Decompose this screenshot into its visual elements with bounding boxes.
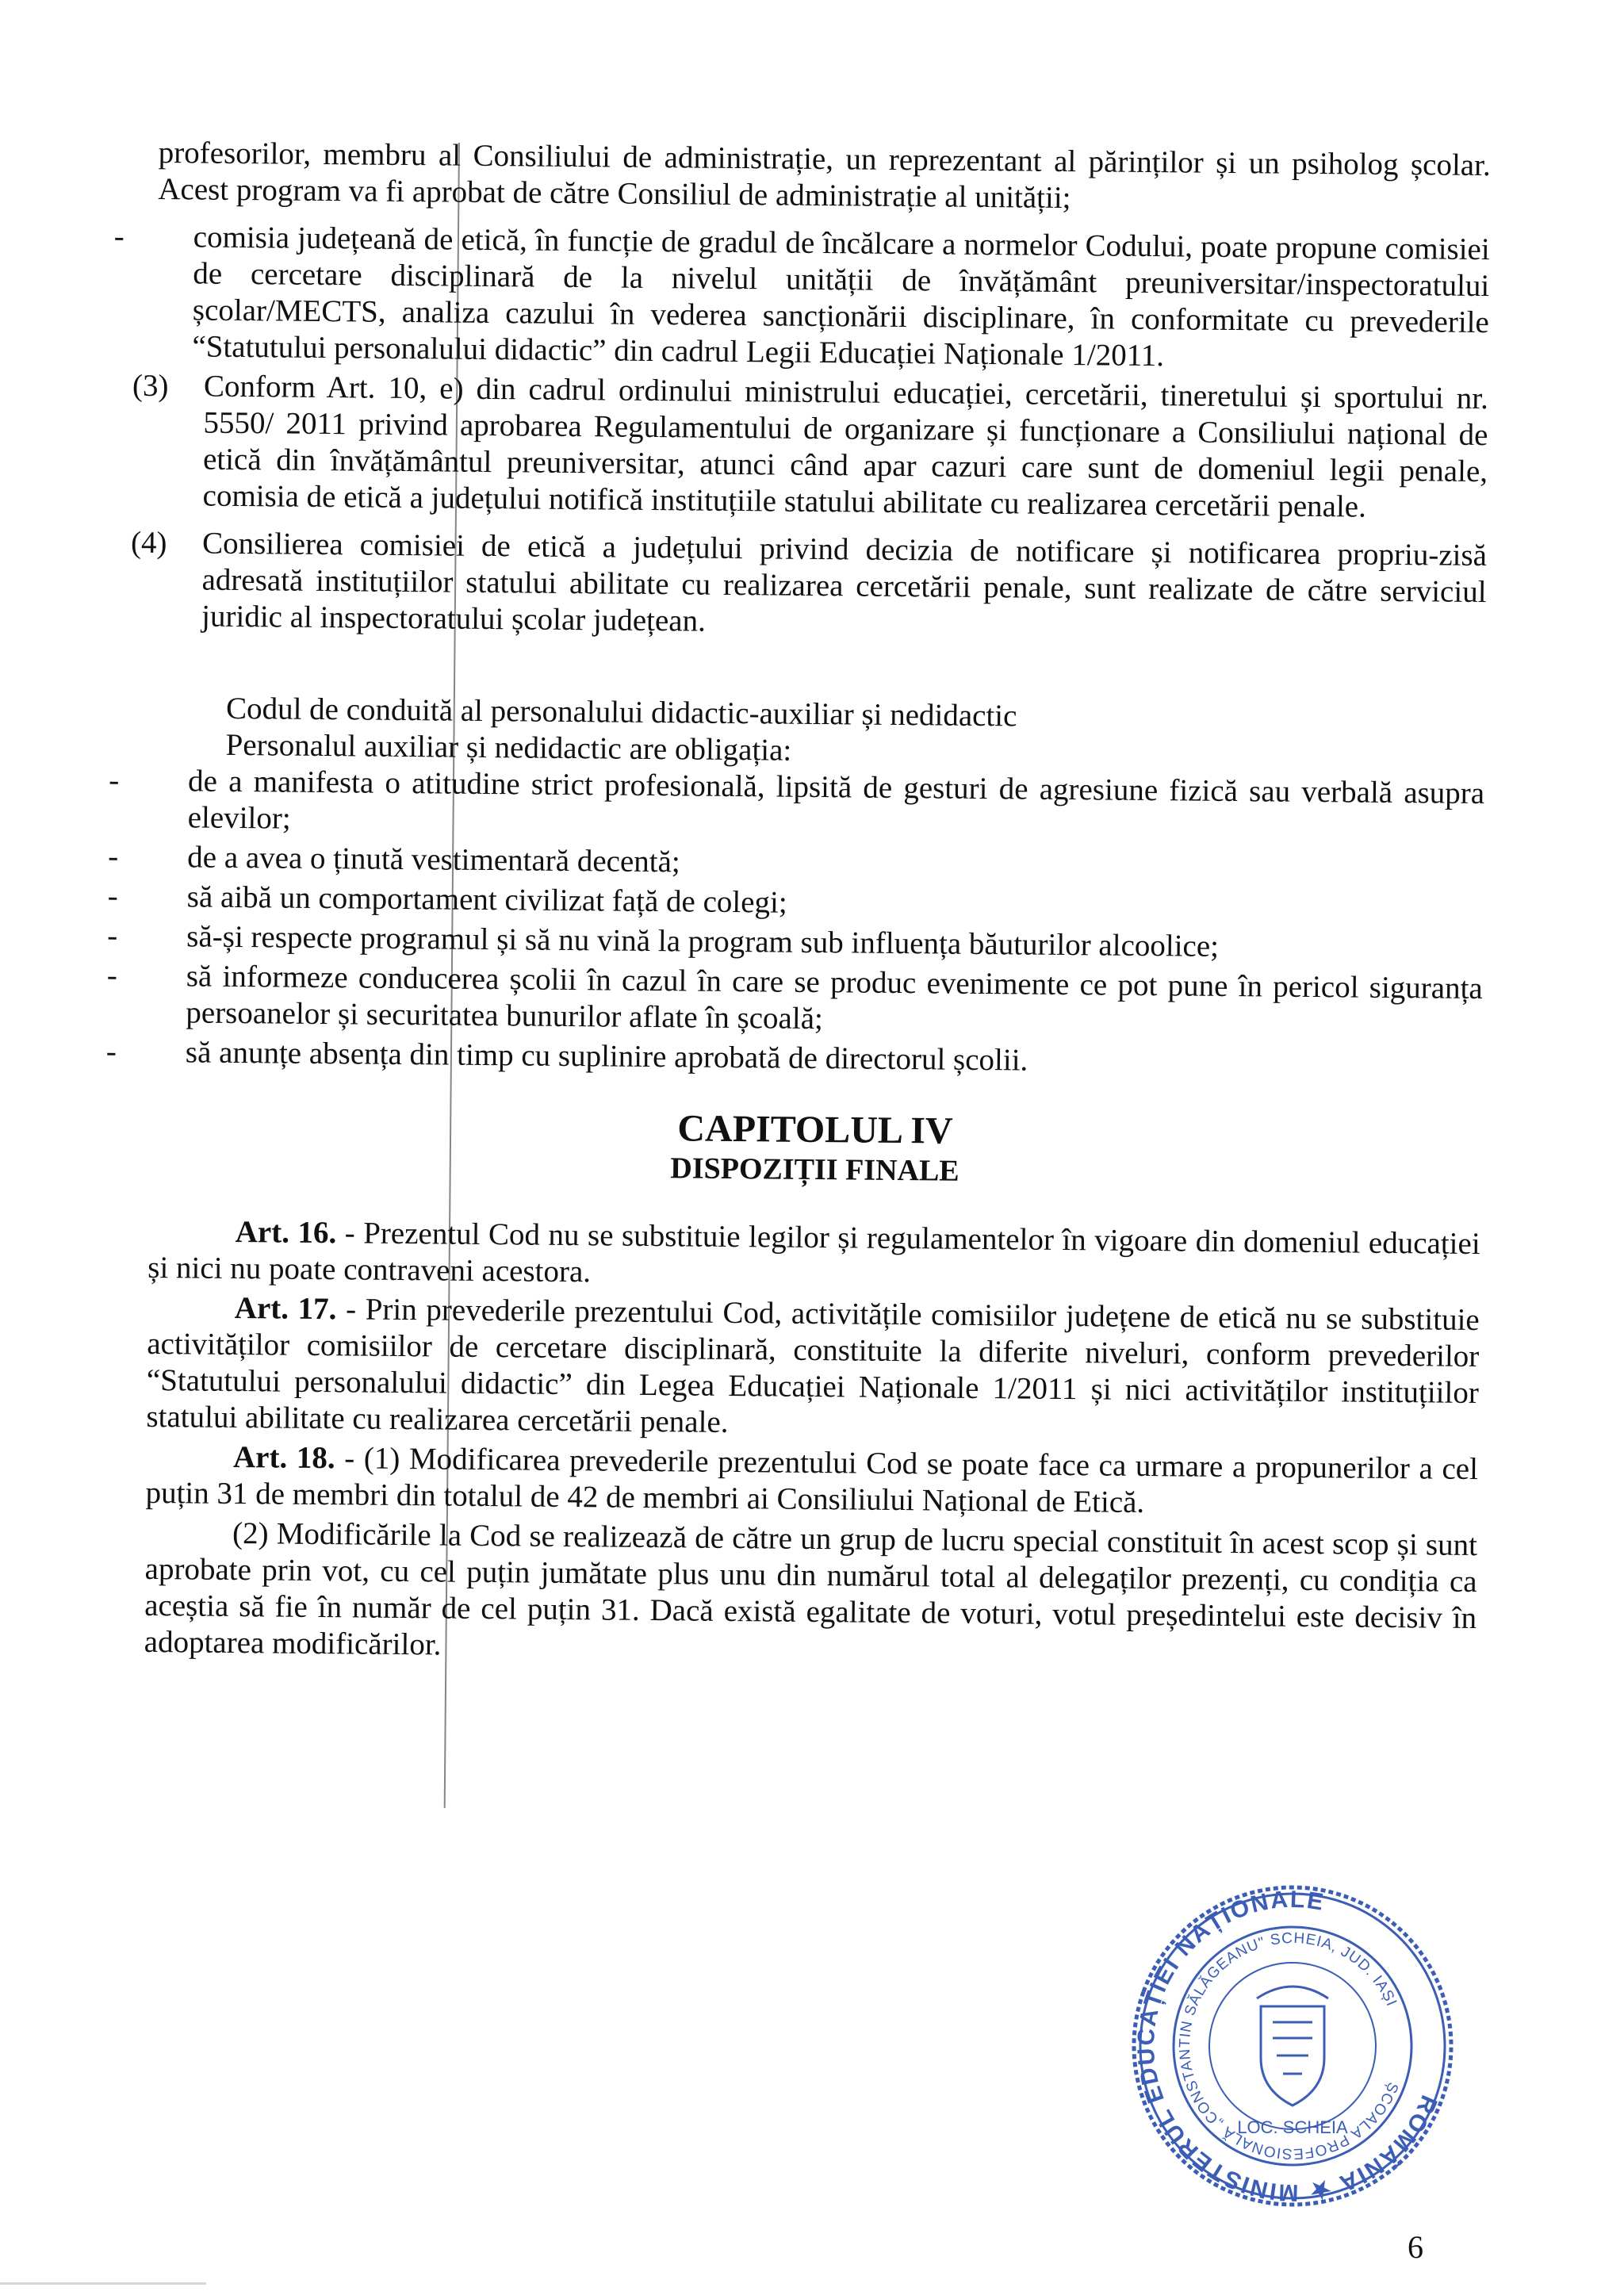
staff-code-subtitle: Personalul auxiliar și nedidactic are obligația:	[225, 727, 792, 768]
article-label: Art. 17.	[234, 1290, 337, 1327]
bullet-dash: -	[105, 1034, 117, 1069]
bullet-dash: -	[107, 918, 118, 953]
article-text: - Prezentul Cod nu se substituie legilor și regulamentelor în vigoare din domeniul educației și nici nu poate contraveni acestora.	[147, 1216, 1480, 1289]
paragraph-4	[130, 525, 1488, 647]
bullet-text: comisia județeană de etică, în funcție de gradul de încălcare a normelor Codului, poate propune comisiei de cercetare disciplinară de la nivelul unității de învățământ preuniversitar/inspectoratului școlar/MECTS, analiza cazului în vederea sancționării disciplinare, în conformitate cu prevederile “Statutului personalului didactic” din cadrul Legii Educației Naționale 1/2011.	[192, 220, 1490, 374]
bullet-text: de a avea o ținută vestimentară decentă;	[187, 840, 680, 879]
bullet-text: să-și respecte programul și să nu vină la program sub influența băuturilor alcoolice;	[186, 919, 1220, 964]
bullet-dash: -	[113, 219, 124, 254]
bullet-text: să informeze conducerea școlii în cazul în care se produc evenimente ce pot pune în pericol siguranța persoanelor și securitatea bunurilor aflate în școală;	[186, 959, 1483, 1036]
bullet-text: de a manifesta o atitudine strict profesională, lipsită de gesturi de agresiune fizică sau verbală asupra elevilor;	[187, 764, 1485, 836]
bullet-dash: -	[107, 879, 118, 914]
list-item	[113, 219, 1490, 377]
bullet-text: să anunțe absența din timp cu suplinire aprobată de directorul școlii.	[185, 1035, 1028, 1078]
page-content	[105, 135, 1491, 1676]
svg-text:ROMÂNIA ★ MINISTERUL EDUCAȚIEI	[1126, 1879, 1459, 2213]
staff-code-title: Codul de conduită al personalului didactic-auxiliar și nedidactic	[225, 691, 1017, 734]
bullet-dash: -	[108, 839, 119, 874]
crest-icon	[1257, 1987, 1328, 2105]
article-label: Art. 16.	[235, 1214, 337, 1251]
paragraph-3	[132, 368, 1489, 527]
article-text: - Prin prevederile prezentului Cod, activitățile comisiilor județene de etică nu se substituie activităților comisiilor de cercetare disciplinară, constituite la diferite niveluri, conform prevederilor “Statutului personalului didactic” din Legea Educației Naționale 1/2011 și nici activităților instituțiilor statului abilitate cu realizarea cercetării penale.	[146, 1292, 1480, 1439]
staff-code-heading	[152, 690, 1485, 776]
chapter-title: CAPITOLUL IV	[677, 1107, 953, 1152]
school-stamp	[1126, 1879, 1459, 2213]
stamp-bottom-text: LOC. SCHEIA	[1237, 2117, 1348, 2137]
bullet-dash: -	[108, 763, 120, 798]
article-18-paragraph-2: (2) Modificările la Cod se realizează de către un grup de lucru special constituit în acest scop și sunt aprobate prin vot, cu cel puțin jumătate plus unu din numărul total al delegaților prezenți, cu condiția ca aceștia să fie în număr de cel puțin 31. Dacă există egalitate de voturi, votul președintelui este decisiv în adoptarea modificărilor.	[144, 1515, 1478, 1662]
paragraph-text: Consilierea comisiei de etică a județului privind decizia de notificare și notificarea propriu-zisă adresată instituțiilor statului abilitate cu realizarea cercetării penale, sunt realizate de către serviciul juridic al inspectoratului școlar județean.	[201, 526, 1488, 638]
intro-bullets	[113, 219, 1490, 377]
page-number: 6	[1408, 2229, 1423, 2265]
staff-obligations-list	[105, 763, 1485, 1083]
article-16	[147, 1213, 1480, 1299]
paragraph-text: Conform Art. 10, e) din cadrul ordinului ministrului educației, cercetării, tineretului și sportului nr. 5550/ 2011 privind aprobarea Regulamentului de organizare și funcționare a Consiliului național de etică din învățământul preuniversitar, atunci când apar cazuri care sunt de domeniul legii penale, comisia de etică a județului notifică instituțiile statului abilitate cu realizarea cercetării penale.	[202, 369, 1489, 524]
stamp-inner-text: ȘCOALA PROFESIONALĂ „CONSTANTIN SĂLĂGEANU" SCHEIA, JUD. IAȘI	[1176, 1929, 1402, 2163]
article-17	[146, 1289, 1480, 1448]
chapter-subtitle: DISPOZIȚII FINALE	[670, 1151, 959, 1188]
paragraph-number: (4)	[130, 525, 167, 561]
article-18	[145, 1439, 1478, 1524]
paragraph-number: (3)	[132, 368, 169, 404]
list-item	[106, 958, 1483, 1044]
article-label: Art. 18.	[232, 1439, 335, 1476]
scan-edge-line	[0, 2282, 206, 2285]
stamp-outer-text: ROMÂNIA ★ MINISTERUL EDUCAȚIEI NAȚIONALE	[1132, 1886, 1442, 2206]
intro-paragraph: profesorilor, membru al Consiliului de administrație, un reprezentant al părinților și un psiholog școlar. Acest program va fi aprobat de către Consiliul de administrație al unității;	[158, 135, 1491, 216]
bullet-dash: -	[106, 958, 118, 993]
article-text: - (1) Modificarea prevederile prezentului Cod se poate face ca urmare a propunerilor a cel puțin 31 de membri din totalul de 42 de membri ai Consiliului Național de Etică.	[145, 1441, 1479, 1520]
list-item	[108, 763, 1485, 849]
bullet-text: să aibă un comportament civilizat față de colegi;	[186, 879, 787, 920]
